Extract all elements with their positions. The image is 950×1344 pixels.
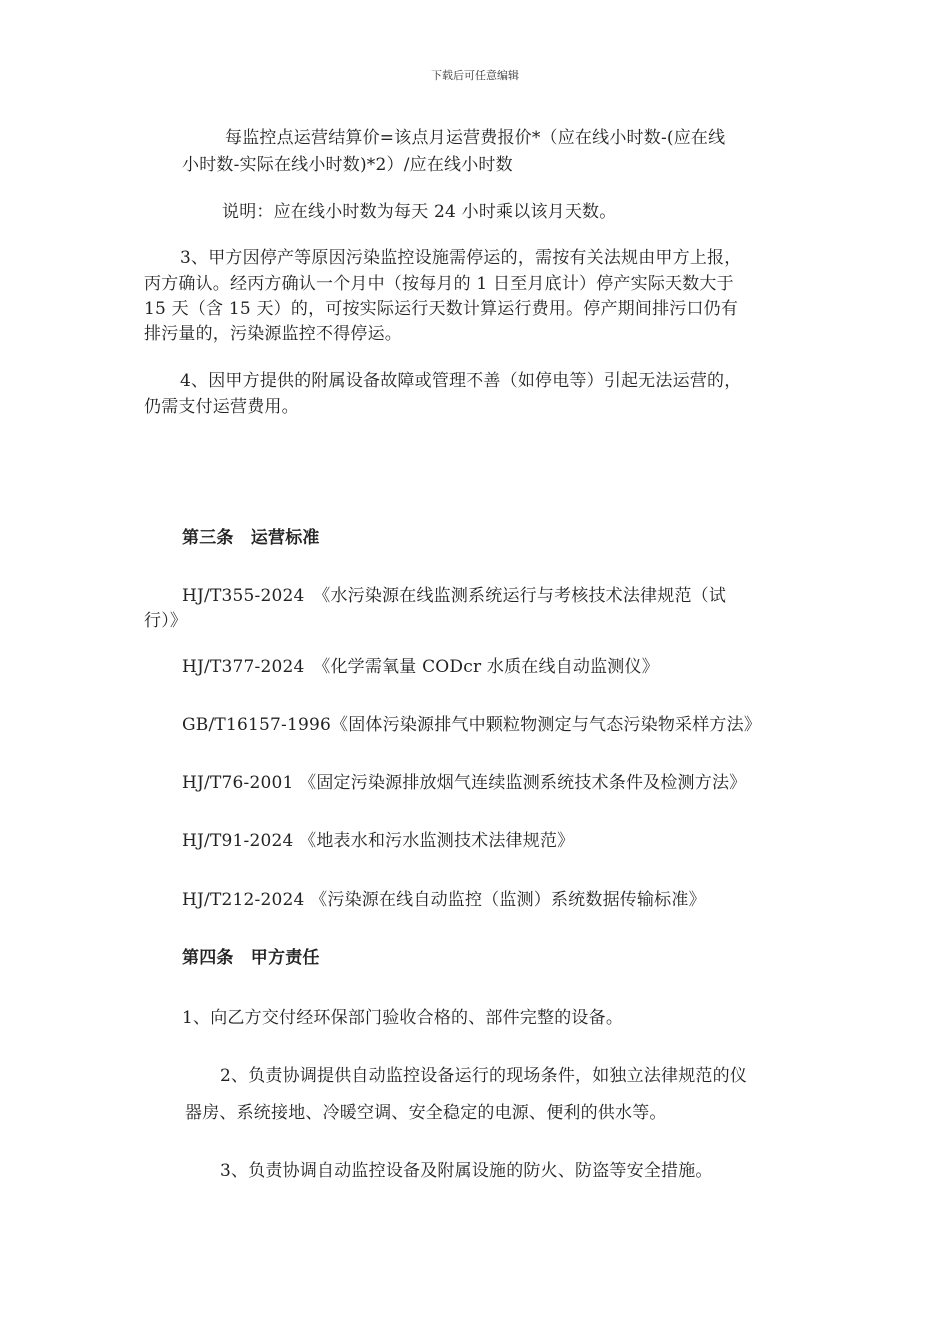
duty-3: 3、负责协调自动监控设备及附属设施的防火、防盗等安全措施。	[220, 1161, 713, 1181]
clause-3-line-2: 丙方确认。经丙方确认一个月中（按每月的 1 日至月底计）停产实际天数大于	[144, 274, 734, 294]
standard-1-line-2: 行）》	[144, 611, 188, 631]
standard-3: GB/T16157-1996《固体污染源排气中颗粒物测定与气态污染物采样方法》	[182, 715, 762, 735]
note-paragraph: 说明：应在线小时数为每天 24 小时乘以该月天数。	[222, 202, 617, 222]
clause-4-line-1: 4、因甲方提供的附属设备故障或管理不善（如停电等）引起无法运营的，	[180, 371, 742, 391]
formula-line-2: 小时数-实际在线小时数)*2）/应在线小时数	[182, 155, 513, 175]
standard-6: HJ/T212-2024 《污染源在线自动监控（监测）系统数据传输标准》	[182, 890, 706, 910]
clause-3-line-4: 排污量的，污染源监控不得停运。	[144, 324, 402, 344]
duty-2-line-1: 2、负责协调提供自动监控设备运行的现场条件，如独立法律规范的仪	[220, 1066, 748, 1086]
section-3-title: 第三条 运营标准	[182, 528, 320, 548]
duty-1: 1、向乙方交付经环保部门验收合格的、部件完整的设备。	[182, 1008, 624, 1028]
page-header: 下载后可任意编辑	[431, 69, 519, 82]
standard-4: HJ/T76-2001 《固定污染源排放烟气连续监测系统技术条件及检测方法》	[182, 773, 747, 793]
section-4-title: 第四条 甲方责任	[182, 948, 320, 968]
standard-5: HJ/T91-2024 《地表水和污水监测技术法律规范》	[182, 831, 575, 851]
clause-4-line-2: 仍需支付运营费用。	[144, 397, 299, 417]
clause-3-line-3: 15 天（含 15 天）的，可按实际运行天数计算运行费用。停产期间排污口仍有	[144, 299, 739, 319]
standard-2: HJ/T377-2024 《化学需氧量 CODcr 水质在线自动监测仪》	[182, 657, 659, 677]
duty-2-line-2: 器房、系统接地、冷暖空调、安全稳定的电源、便利的供水等。	[185, 1103, 667, 1123]
formula-line-1: 每监控点运营结算价=该点月运营费报价*（应在线小时数-(应在线	[225, 128, 726, 148]
standard-1-line-1: HJ/T355-2024 《水污染源在线监测系统运行与考核技术法律规范（试	[182, 586, 727, 606]
clause-3-line-1: 3、甲方因停产等原因污染监控设施需停运的，需按有关法规由甲方上报，	[180, 248, 742, 268]
